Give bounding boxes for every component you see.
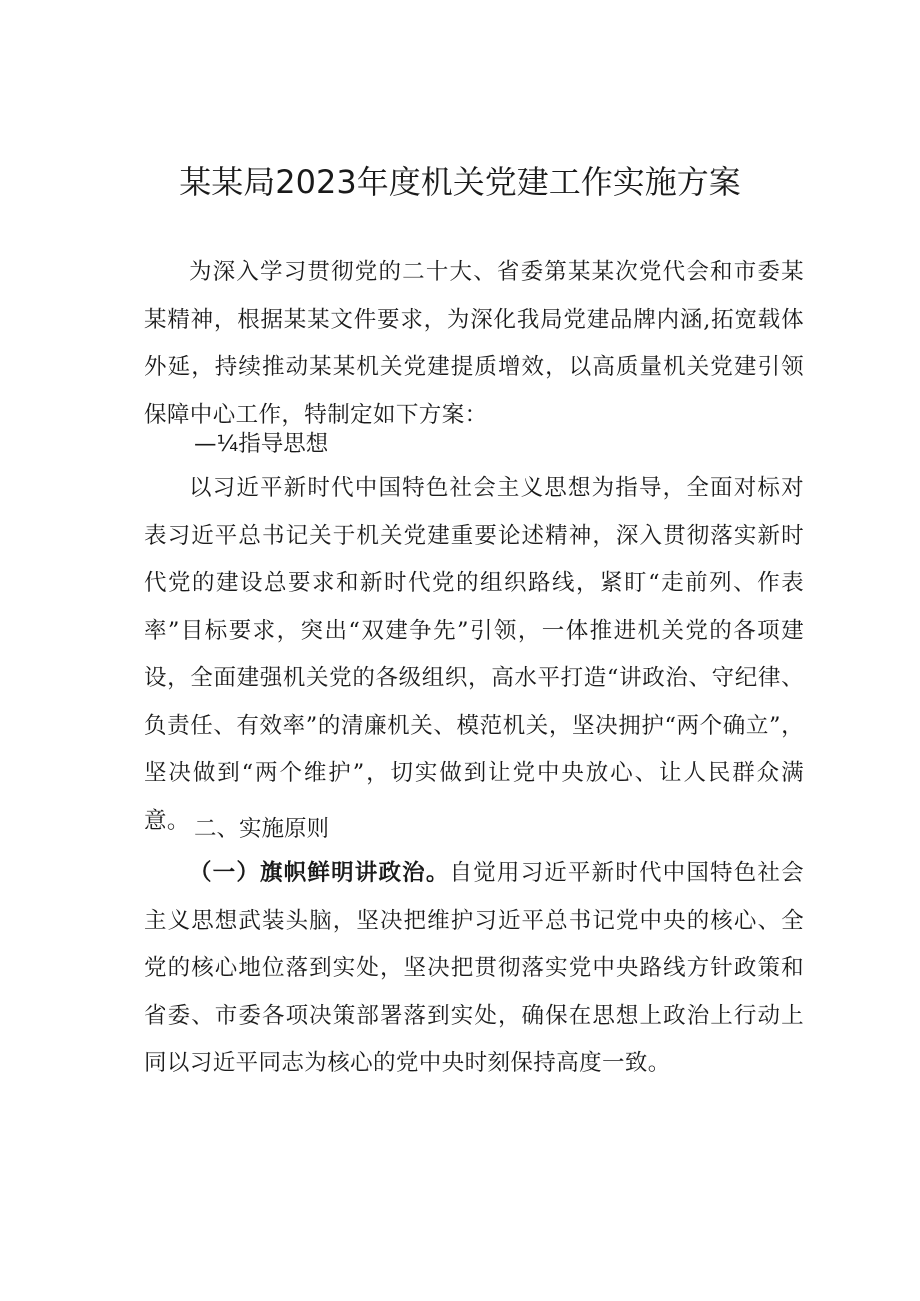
section-heading-principles: 二、实施原则: [194, 816, 330, 842]
principle-item-body: 自觉用习近平新时代中国特色社会主义思想武装头脑，坚决把维护习近平总书记党中央的核心、全党的核心地位落到实处，坚决把贯彻落实党中央路线方针政策和省委、市委各项决策部署落到实处，确保在思想上政治上行动上同以习近平同志为核心的党中央时刻保持高度一致。: [144, 860, 804, 1076]
principle-item-paragraph: [144, 850, 804, 1088]
document-title: 某某局2023年度机关党建工作实施方案: [179, 163, 741, 201]
guiding-thought-paragraph: 以习近平新时代中国特色社会主义思想为指导，全面对标对表习近平总书记关于机关党建重要论述精神，深入贯彻落实新时代党的建设总要求和新时代党的组织路线，紧盯“走前列、作表率”目标要求，突出“双建争先”引领，一体推进机关党的各项建设，全面建强机关党的各级组织，高水平打造“讲政治、守纪律、负责任、有效率”的清廉机关、模范机关，坚决拥护“两个确立”，坚决做到“两个维护”，切实做到让党中央放心、让人民群众满意。: [144, 475, 804, 834]
intro-paragraph: 为深入学习贯彻党的二十大、省委第某某次党代会和市委某某精神，根据某某文件要求，为深化我局党建品牌内涵,拓宽载体外延，持续推动某某机关党建提质增效，以高质量机关党建引领保障中心工作，特制定如下方案：: [144, 259, 804, 428]
section-heading-guiding-thought: —¼指导思想: [194, 431, 329, 457]
principle-item-lead: （一）旗帜鲜明讲政治。: [189, 860, 450, 886]
